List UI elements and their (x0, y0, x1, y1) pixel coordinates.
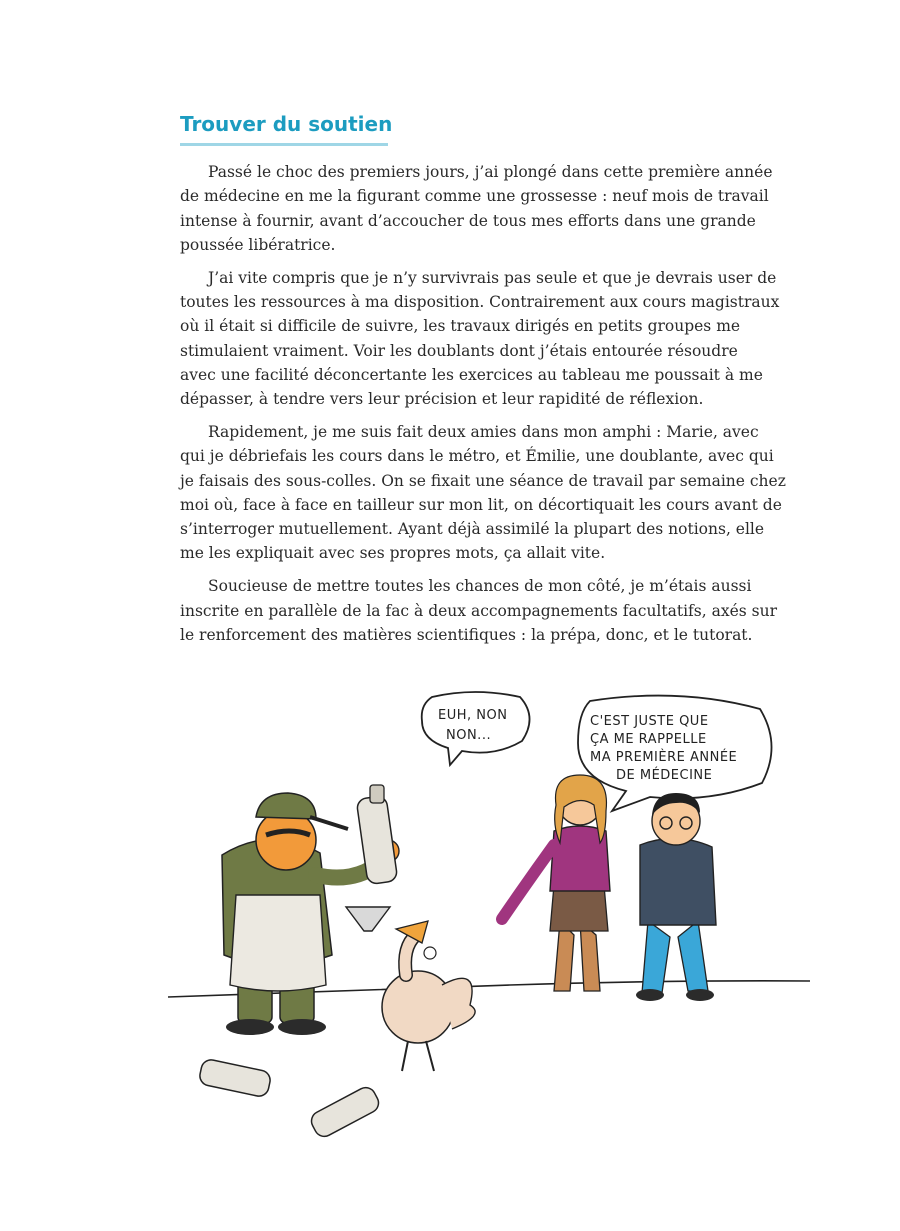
soldier-figure (222, 785, 399, 1035)
text-line: Passé le choc des premiers jours, j’ai plongé dans cette première année (208, 163, 773, 181)
text-line: toutes les ressources à ma disposition. Contrairement aux cours magistraux (180, 292, 780, 311)
text-line: qui je débriefais les cours dans le métro, et Émilie, une doublante, avec qui (180, 447, 774, 466)
paragraph-4 (180, 574, 777, 647)
bubble-right-line-4: DE MÉDECINE (616, 768, 713, 783)
bubble-left-line-1: EUH, NON (438, 708, 508, 723)
cartoon-illustration (150, 685, 830, 1155)
text-line: poussée libératrice. (180, 235, 336, 254)
text-line: s’interroger mutuellement. Ayant déjà assimilé la plupart des notions, elle (180, 520, 765, 539)
bubble-right-line-1: C'EST JUSTE QUE (590, 714, 709, 729)
paragraph-1 (180, 160, 772, 257)
man-figure (636, 793, 716, 1001)
text-line: inscrite en parallèle de la fac à deux accompagnements facultatifs, axés sur (180, 601, 777, 620)
floor-bottles (198, 1058, 382, 1140)
woman-figure (502, 775, 610, 991)
text-line: me les expliquait avec ses propres mots, ça allait vite. (180, 544, 606, 563)
section-title-underline (180, 143, 388, 146)
text-line: Soucieuse de mettre toutes les chances de mon côté, je m’étais aussi (208, 577, 752, 596)
text-line: Rapidement, je me suis fait deux amies dans mon amphi : Marie, avec (208, 422, 759, 441)
text-line: stimulaient vraiment. Voir les doublants dont j’étais entourée résoudre (180, 341, 738, 360)
text-line: J’ai vite compris que je n’y survivrais pas seule et que je devrais user de (208, 268, 777, 287)
text-line: dépasser, à tendre vers leur précision et leur rapidité de réflexion. (180, 390, 704, 409)
chicken-figure (382, 921, 475, 1071)
text-line: avec une facilité déconcertante les exercices au tableau me poussait à me (180, 365, 763, 384)
text-line: moi où, face à face en tailleur sur mon lit, on décortiquait les cours avant de (180, 495, 782, 514)
body-text (180, 160, 786, 656)
bubble-left-line-2: NON... (446, 728, 492, 743)
text-line: je faisais des sous-colles. On se fixait une séance de travail par semaine chez (180, 471, 786, 490)
paragraph-2 (180, 266, 780, 412)
bubble-right-line-3: MA PREMIÈRE ANNÉE (590, 750, 738, 765)
text-line: de médecine en me la figurant comme une grossesse : neuf mois de travail (180, 187, 769, 206)
text-line: le renforcement des matières scientifiques : la prépa, donc, et le tutorat. (180, 625, 753, 644)
paragraph-3 (180, 420, 786, 566)
bubble-right-line-2: ÇA ME RAPPELLE (590, 732, 707, 747)
speech-bubble-left (422, 692, 530, 765)
text-line: où il était si difficile de suivre, les travaux dirigés en petits groupes me (180, 317, 741, 336)
text-line: intense à fournir, avant d’accoucher de tous mes efforts dans une grande (180, 211, 756, 230)
section-title: Trouver du soutien (180, 112, 393, 136)
